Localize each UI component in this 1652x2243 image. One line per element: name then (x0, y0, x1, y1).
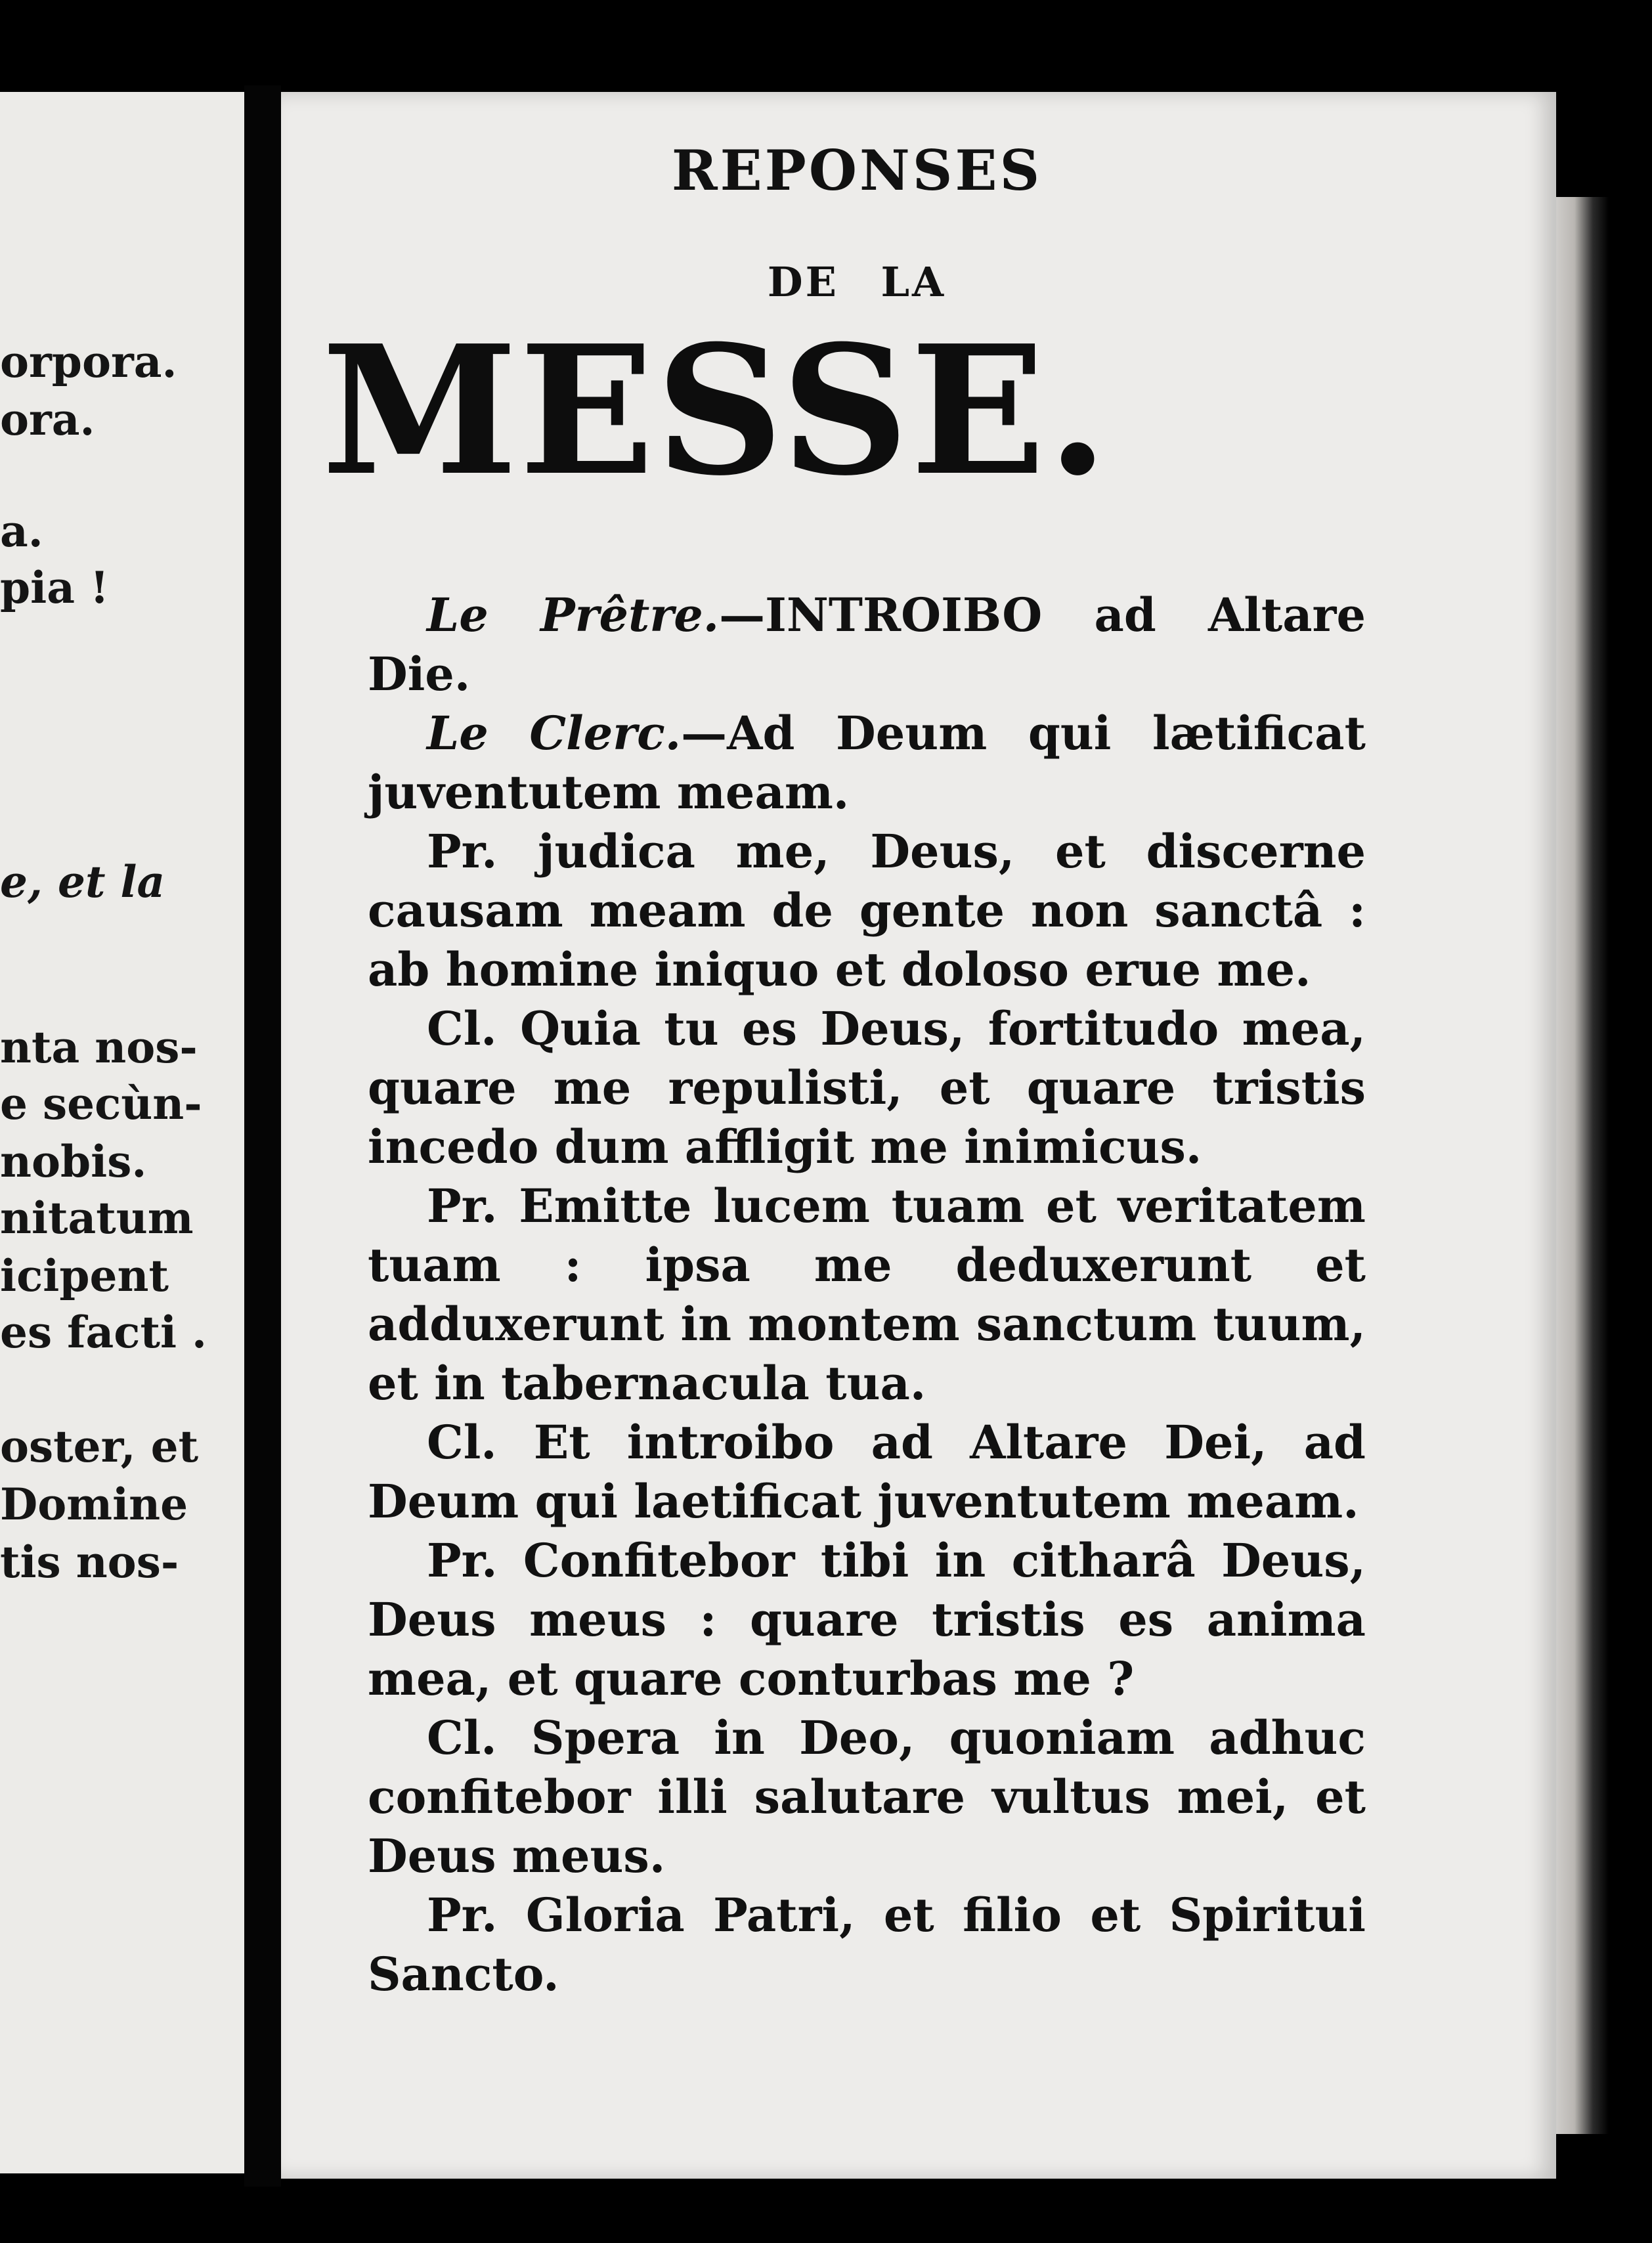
left-line-6: nta nos- (0, 1022, 198, 1073)
paragraph-text: Cl. Quia tu es Deus, fortitudo mea, quare me repulisti, et quare tristis incedo dum affligit me inimicus. (368, 1001, 1366, 1174)
left-line-14: tis nos- (0, 1536, 179, 1588)
left-line-3: a. (0, 506, 43, 557)
paragraph (368, 1709, 1366, 1886)
paragraph (368, 704, 1366, 822)
paragraph (368, 999, 1366, 1177)
left-line-11: es facti . (0, 1307, 207, 1358)
paragraph (368, 1886, 1366, 2004)
previous-page (0, 92, 244, 2173)
left-line-12: oster, et (0, 1421, 199, 1472)
left-line-4: pia ! (0, 562, 109, 613)
left-line-13: Domine (0, 1479, 188, 1530)
left-line-1: orpora. (0, 336, 177, 387)
paragraph (368, 1413, 1366, 1531)
paragraph (368, 822, 1366, 999)
speaker-label: Le Clerc. (427, 706, 682, 760)
paragraph-text: Pr. Confitebor tibi in citharâ Deus, Deus meus : quare tristis es anima mea, et quare conturbas me ? (368, 1533, 1366, 1706)
left-line-2: ora. (0, 394, 95, 445)
paragraph-text: Pr. judica me, Deus, et discerne causam meam de gente non sanctâ : ab homine iniquo et doloso erue me. (368, 824, 1366, 997)
left-line-5: e, et la (0, 856, 165, 907)
paragraph-text: —INTROIBO ad Altare Die. (368, 588, 1366, 701)
paragraph (368, 1177, 1366, 1413)
speaker-label: Le Prêtre. (427, 588, 720, 642)
title-messe: MESSE. (321, 306, 1110, 515)
mass-responses-text (368, 586, 1366, 2004)
paragraph-text: Cl. Et introibo ad Altare Dei, ad Deum qui laetificat juventutem meam. (368, 1415, 1366, 1529)
page-edge (1556, 197, 1609, 2134)
paragraph-text: Pr. Emitte lucem tuam et veritatem tuam : ipsa me deduxerunt et adduxerunt in montem sanctum tuum, et in tabernacula tua. (368, 1179, 1366, 1410)
paragraph (368, 586, 1366, 704)
paragraph (368, 1531, 1366, 1709)
left-line-8: nobis. (0, 1136, 147, 1187)
paragraph-text: —Ad Deum qui lætificat juventutem meam. (368, 706, 1366, 819)
title-reponses: REPONSES (671, 138, 1043, 203)
paragraph-text: Pr. Gloria Patri, et filio et Spiritui Sancto. (368, 1888, 1366, 2001)
left-line-7: e secùn- (0, 1078, 202, 1129)
title-de-la: DE LA (767, 258, 947, 306)
paragraph-text: Cl. Spera in Deo, quoniam adhuc confitebor illi salutare vultus mei, et Deus meus. (368, 1710, 1366, 1883)
left-line-9: nitatum (0, 1192, 194, 1244)
left-line-10: icipent (0, 1250, 169, 1301)
